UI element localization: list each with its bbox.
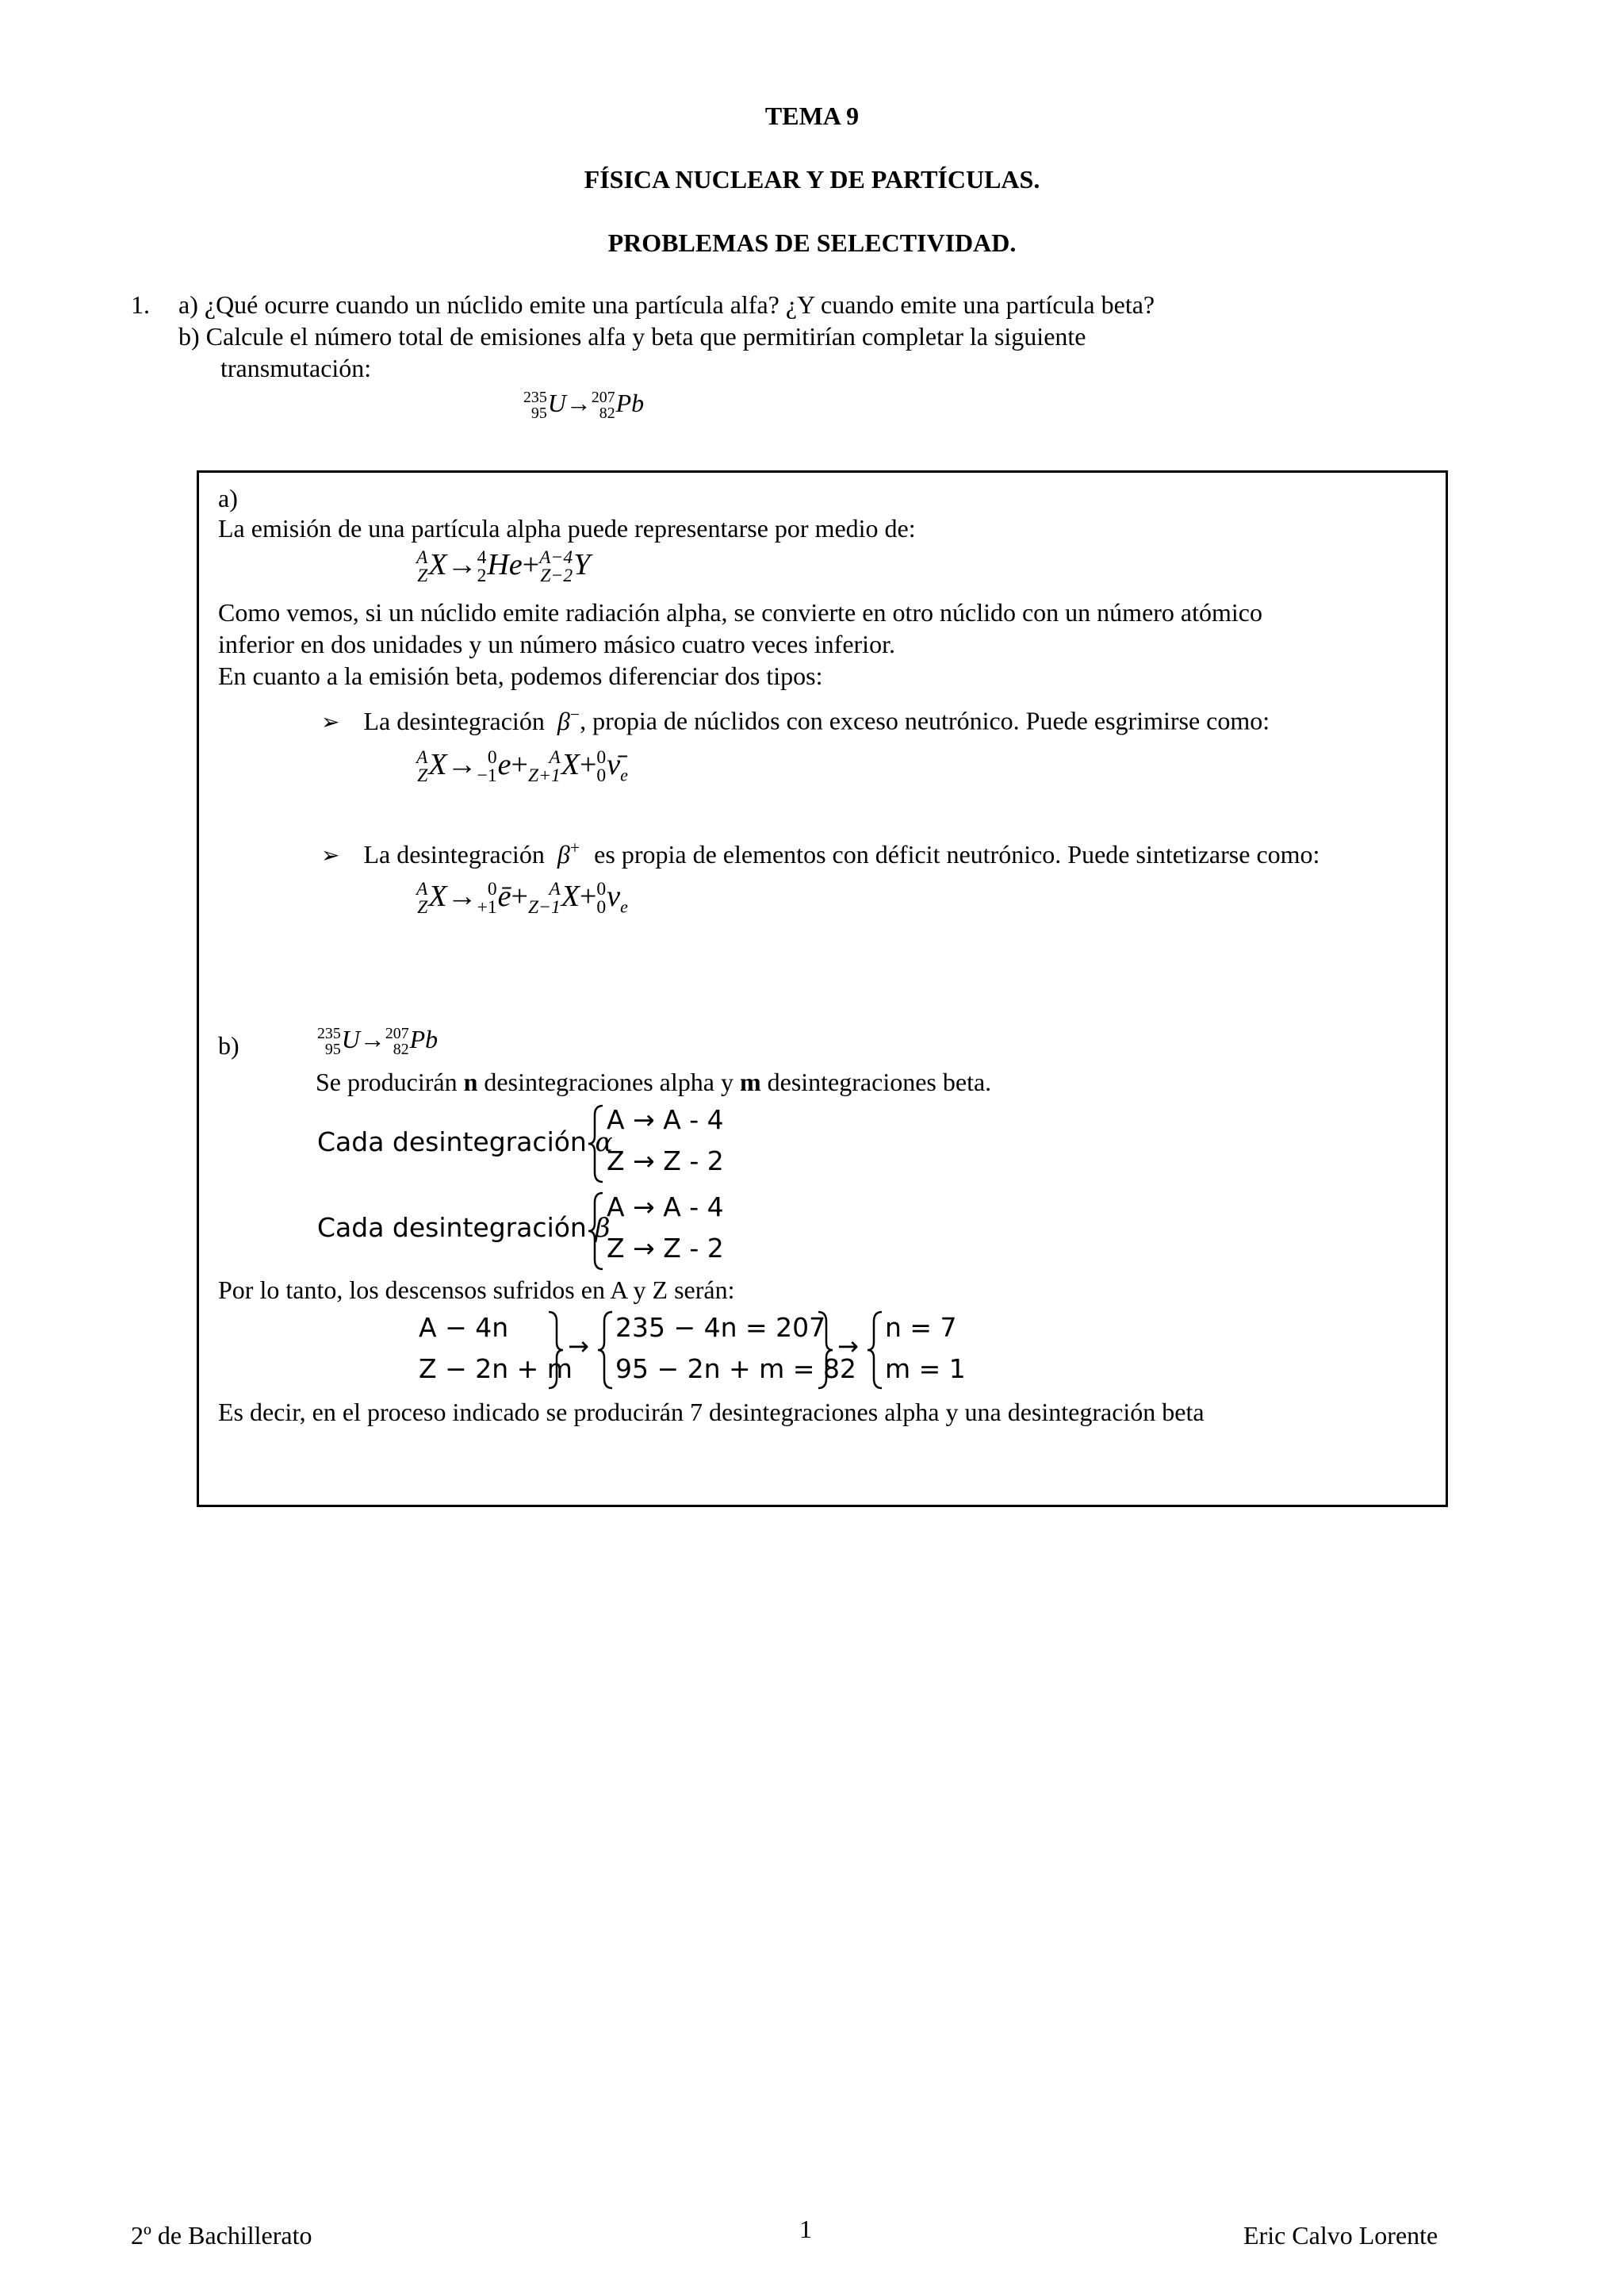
b-transmutation-equation: 235 95 U→ 207 82 Pb <box>317 1024 439 1058</box>
section-title: PROBLEMAS DE SELECTIVIDAD. <box>607 228 1017 257</box>
beta-intro: En cuanto a la emisión beta, podemos diferenciar dos tipos: <box>218 662 823 690</box>
solution-b-label: b) <box>218 1031 239 1060</box>
system-1-row-2: Z − 2n + m <box>419 1353 573 1384</box>
u-nuclide-numbers: 235 95 <box>523 388 547 422</box>
page-number: 1 <box>799 2215 812 2243</box>
footer-course: 2º de Bachillerato <box>131 2221 312 2250</box>
alpha-rule-a: A → A - 4 <box>607 1104 724 1135</box>
alpha-intro: La emisión de una partícula alpha puede representarse por medio de: <box>218 514 916 543</box>
pb-nuclide-numbers: 207 82 <box>591 388 615 422</box>
beta-rule-z: Z → Z - 2 <box>607 1233 724 1264</box>
footer-author: Eric Calvo Lorente <box>1243 2221 1438 2250</box>
system-3-left-brace <box>866 1310 883 1390</box>
beta-plus-item: ➢ La desintegración β+ es propia de elementos con déficit neutrónico. Puede sintetizarse como: <box>321 838 1320 869</box>
page-title: TEMA 9 <box>764 102 860 130</box>
beta-rule-a: A → A - 4 <box>607 1191 724 1222</box>
system-2-row-2: 95 − 2n + m = 82 <box>615 1353 856 1384</box>
problem-number: 1. <box>131 290 150 319</box>
system-2-right-brace <box>817 1310 834 1390</box>
system-3-row-2: m = 1 <box>885 1353 966 1384</box>
alpha-equation: A Z X→ 4 2 He+ A−4 Z−2 Y <box>416 547 591 587</box>
system-2-left-brace <box>596 1310 614 1390</box>
problem-part-b-cont: transmutación: <box>220 354 372 382</box>
beta-minus-item: ➢ La desintegración β−, propia de núclidos con exceso neutrónico. Puede esgrimirse como: <box>321 704 1270 735</box>
bullet-arrow-icon: ➢ <box>321 842 340 869</box>
alpha-rule-label: Cada desintegración α <box>317 1126 613 1157</box>
problem-part-a: a) ¿Qué ocurre cuando un núclido emite una partícula alfa? ¿Y cuando emite una partícula beta? <box>178 290 1155 319</box>
arrow-icon: → <box>568 1331 589 1361</box>
transmutation-equation: 235 95 U→ 207 82 Pb <box>523 388 645 422</box>
solution-a-label: a) <box>218 484 238 512</box>
beta-rule-brace <box>587 1191 604 1271</box>
beta-minus-equation: A Z X→ 0 −1 e+ A Z+1 X+ 0 0 $\nū_e$ <box>416 746 628 787</box>
problem-part-b: b) Calcule el número total de emisiones alfa y beta que permitirían completar la siguiente <box>178 322 1086 351</box>
alpha-rule-brace <box>587 1104 604 1183</box>
beta-rule-label: Cada desintegración β <box>317 1212 611 1243</box>
beta-plus-equation: A Z X→ 0 +1 ē+ A Z−1 X+ 0 0 $\nu_e$ <box>416 878 628 919</box>
conclusion: Es decir, en el proceso indicado se producirán 7 desintegraciones alpha y una desintegración beta <box>218 1398 1205 1426</box>
arrow-icon: → <box>837 1331 859 1361</box>
system-1-row-1: A − 4n <box>419 1312 509 1343</box>
system-2-row-1: 235 − 4n = 207 <box>615 1312 826 1343</box>
alpha-explanation-2: inferior en dos unidades y un número másico cuatro veces inferior. <box>218 630 895 658</box>
b-intro: Se producirán n desintegraciones alpha y m desintegraciones beta. <box>316 1068 992 1096</box>
descents-text: Por lo tanto, los descensos sufridos en A y Z serán: <box>218 1275 735 1304</box>
alpha-rule-z: Z → Z - 2 <box>607 1145 724 1176</box>
page-subtitle: FÍSICA NUCLEAR Y DE PARTÍCULAS. <box>584 165 1040 194</box>
bullet-arrow-icon: ➢ <box>321 708 340 735</box>
alpha-explanation-1: Como vemos, si un núclido emite radiación alpha, se convierte en otro núclido con un número atómico <box>218 598 1262 627</box>
system-1-right-brace <box>547 1310 565 1390</box>
arrow: → <box>565 389 592 417</box>
system-3-row-1: n = 7 <box>885 1312 957 1343</box>
